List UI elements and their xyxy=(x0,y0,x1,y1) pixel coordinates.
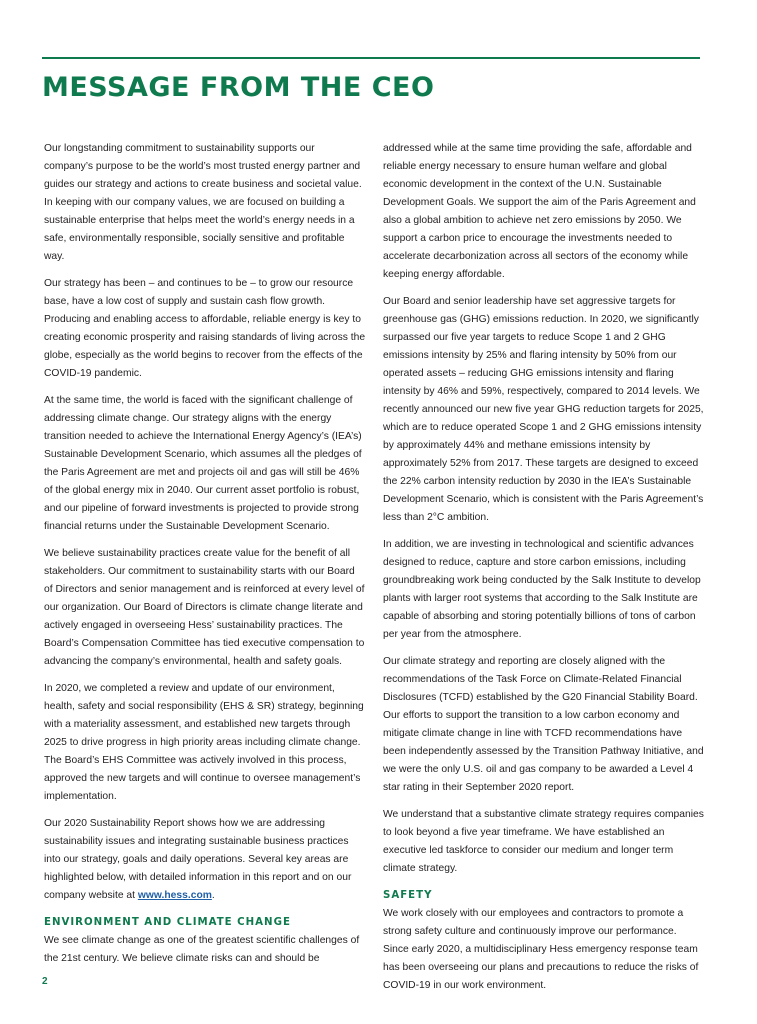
paragraph: In addition, we are investing in technological and scientific advances designed to reduce, capture and store carbon emissions, including groundbreaking work being conducted by the Salk Institute to develop plants with larger root systems that according to the Salk Institute are capable of absorbing and storing potentially billions of tons of carbon per year from the atmosphere. xyxy=(383,539,701,640)
hess-website-link[interactable]: www.hess.com xyxy=(137,890,212,901)
left-column xyxy=(44,140,366,977)
paragraph: Our Board and senior leadership have set aggressive targets for greenhouse gas (GHG) emissions reduction. In 2020, we significantly surpassed our five year targets to reduce Scope 1 and 2 GHG emissions intensity by 25% and flaring intensity by 50% from our operated assets – reducing GHG emissions intensity and flaring intensity by 46% and 59%, respectively, compared to 2014 levels. We recently announced our new five year GHG reduction targets for 2025, which are to reduce operated Scope 1 and 2 GHG emissions intensity by approximately 44% and methane emissions intensity by approximately 52% from 2017. These targets are designed to exceed the 22% carbon intensity reduction by 2030 in the IEA’s Sustainable Development Scenario, which is consistent with the Paris Agreement’s less than 2°C ambition. xyxy=(383,296,704,523)
paragraph: At the same time, the world is faced with the significant challenge of addressing climate change. Our strategy aligns with the energy transition needed to achieve the International Energy Agency’s (IEA’s) Sustainable Development Scenario, which assumes all the pledges of the Paris Agreement are met and projects oil and gas will still be 46% of the global energy mix in 2040. Our current asset portfolio is robust, and our pipeline of forward investments is projected to provide strong financial returns under the Sustainable Development Scenario. xyxy=(44,395,362,532)
paragraph: Our longstanding commitment to sustainability supports our company’s purpose to be the world’s most trusted energy partner and guides our strategy and actions to create business and societal value. In keeping with our company values, we are focused on building a sustainable enterprise that helps meet the world’s energy needs in a safe, environmentally responsible, socially sensitive and profitable way. xyxy=(44,143,362,262)
page-number: 2 xyxy=(42,976,48,987)
paragraph: We believe sustainability practices create value for the benefit of all stakeholders. Our commitment to sustainability starts with our Board of Directors and senior management and is reinforced at every level of our organization. Our Board of Directors is climate change literate and actively engaged in overseeing Hess’ sustainability practices. The Board’s Compensation Committee has tied executive compensation to advancing the company’s environmental, health and safety goals. xyxy=(44,548,365,667)
paragraph: We understand that a substantive climate strategy requires companies to look beyond a five year timeframe. We have established an executive led taskforce to consider our medium and longer term climate strategy. xyxy=(383,809,704,874)
paragraph: In 2020, we completed a review and update of our environment, health, safety and social responsibility (EHS & SR) strategy, beginning with a materiality assessment, and established new targets through 2025 to drive progress in high priority areas including climate change. The Board’s EHS Committee was actively involved in this process, approved the new targets and will continue to oversee management’s implementation. xyxy=(44,683,364,802)
paragraph: We see climate change as one of the greatest scientific challenges of the 21st century. We believe climate risks can and should be xyxy=(44,935,360,964)
paragraph: Our climate strategy and reporting are closely aligned with the recommendations of the Task Force on Climate-Related Financial Disclosures (TCFD) established by the G20 Financial Stability Board. Our efforts to support the transition to a low carbon economy and mitigate climate change in line with TCFD recommendations have been independently assessed by the Transition Pathway Initiative, and we were the only U.S. oil and gas company to be awarded a Level 4 star rating in their September 2020 report. xyxy=(383,656,704,793)
paragraph: addressed while at the same time providing the safe, affordable and reliable energy necessary to ensure human welfare and global economic development in the context of the U.N. Sustainable Development Goals. We support the aim of the Paris Agreement and also a global ambition to achieve net zero emissions by 2050. We support a carbon price to encourage the investments needed to accelerate decarbonization across all sectors of the economy while keeping energy affordable. xyxy=(383,143,696,280)
page-title: MESSAGE FROM THE CEO xyxy=(42,72,435,103)
paragraph: Our strategy has been – and continues to be – to grow our resource base, have a low cost of supply and sustain cash flow growth. Producing and enabling access to affordable, reliable energy is key to creating economic prosperity and raising standards of living across the globe, especially as the world begins to recover from the effects of the COVID-19 pandemic. xyxy=(44,278,366,379)
paragraph-text: . xyxy=(211,890,215,901)
paragraph-with-link xyxy=(44,815,366,905)
header-rule xyxy=(42,57,700,59)
section-heading-safety: SAFETY xyxy=(383,890,433,901)
paragraph-text: Our 2020 Sustainability Report shows how we are addressing sustainability issues and integrating sustainable business practices into our strategy, goals and daily operations. Several key areas are highlighted below, with detailed information in this report and on our company website at xyxy=(44,818,352,901)
paragraph: We work closely with our employees and contractors to promote a strong safety culture and continuously improve our performance. Since early 2020, a multidisciplinary Hess emergency response team has been overseeing our plans and precautions to reduce the risks of COVID-19 in our work environment. xyxy=(383,908,699,991)
right-column xyxy=(383,140,705,1004)
section-heading-environment: ENVIRONMENT AND CLIMATE CHANGE xyxy=(44,917,291,928)
